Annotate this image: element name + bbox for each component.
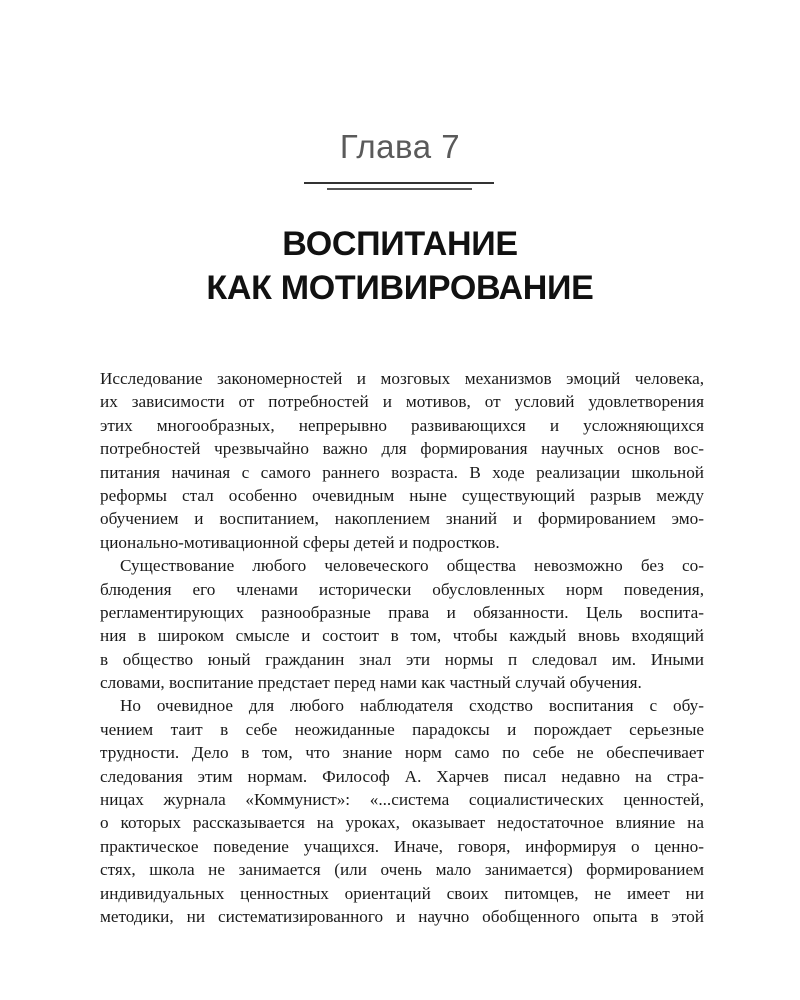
paragraph-3 <box>100 694 704 928</box>
title-rule-upper <box>304 182 494 184</box>
text-line: методики, ни систематизированного и научно обобщенного опыта в этой <box>100 906 704 926</box>
text-line: в общество юный гражданин знал эти нормы п следовал им. Иными <box>100 649 704 669</box>
text-line: Существование любого человеческого общества невозможно без со- <box>120 556 704 576</box>
text-line: практическое поведение учащихся. Иначе, говоря, информируя о ценно- <box>100 836 704 856</box>
text-line: индивидуальных ценностных ориентаций своих питомцев, не имеет ни <box>100 883 704 903</box>
paragraph-1 <box>100 367 704 554</box>
text-line: потребностей чрезвычайно важно для формирования научных основ вос- <box>100 439 704 459</box>
paragraph-2 <box>100 554 704 694</box>
text-line: трудности. Дело в том, что знание норм само по себе не обеспечивает <box>100 743 704 763</box>
chapter-label: Глава 7 <box>339 128 461 165</box>
text-line: их зависимости от потребностей и мотивов, от условий удовлетворения <box>100 392 704 412</box>
text-line: обучением и воспитанием, накоплением знаний и формированием эмо- <box>100 509 704 529</box>
text-line: ницах журнала «Коммунист»: «...система социалистических ценностей, <box>100 790 704 810</box>
body-text <box>100 367 704 928</box>
text-line: Исследование закономерностей и мозговых механизмов эмоций человека, <box>100 369 704 388</box>
text-line: ционально-мотивационной сферы детей и подростков. <box>100 532 500 552</box>
text-line: чением таит в себе неожиданные парадоксы и порождает серьезные <box>100 719 704 739</box>
text-line: реформы стал особенно очевидным ныне существующий разрыв между <box>100 485 704 505</box>
text-line: стях, школа не занимается (или очень мало занимается) формированием <box>100 860 704 880</box>
text-line: блюдения его членами исторически обусловленных норм поведения, <box>100 579 704 599</box>
text-line: этих многообразных, непрерывно развивающихся и усложняющихся <box>100 415 704 435</box>
text-line: словами, воспитание предстает перед нами как частный случай обучения. <box>100 673 642 693</box>
text-line: следования этим нормам. Философ А. Харчев писал недавно на стра- <box>100 766 704 786</box>
chapter-title-line: ВОСПИТАНИЕ <box>282 225 518 263</box>
title-rule-lower <box>327 188 472 190</box>
text-line: ния в широком смысле и состоит в том, чтобы каждый вновь входящий <box>100 626 704 646</box>
text-line: регламентирующих разнообразные права и обязанности. Цель воспита- <box>100 602 704 622</box>
text-line: Но очевидное для любого наблюдателя сходство воспитания с обу- <box>120 696 704 716</box>
chapter-title-line: КАК МОТИВИРОВАНИЕ <box>206 269 594 307</box>
chapter-title <box>0 222 800 310</box>
text-line: о которых рассказывается на уроках, оказывает недостаточное влияние на <box>100 813 704 833</box>
text-line: питания начиная с самого раннего возраста. В ходе реализации школьной <box>100 462 704 482</box>
